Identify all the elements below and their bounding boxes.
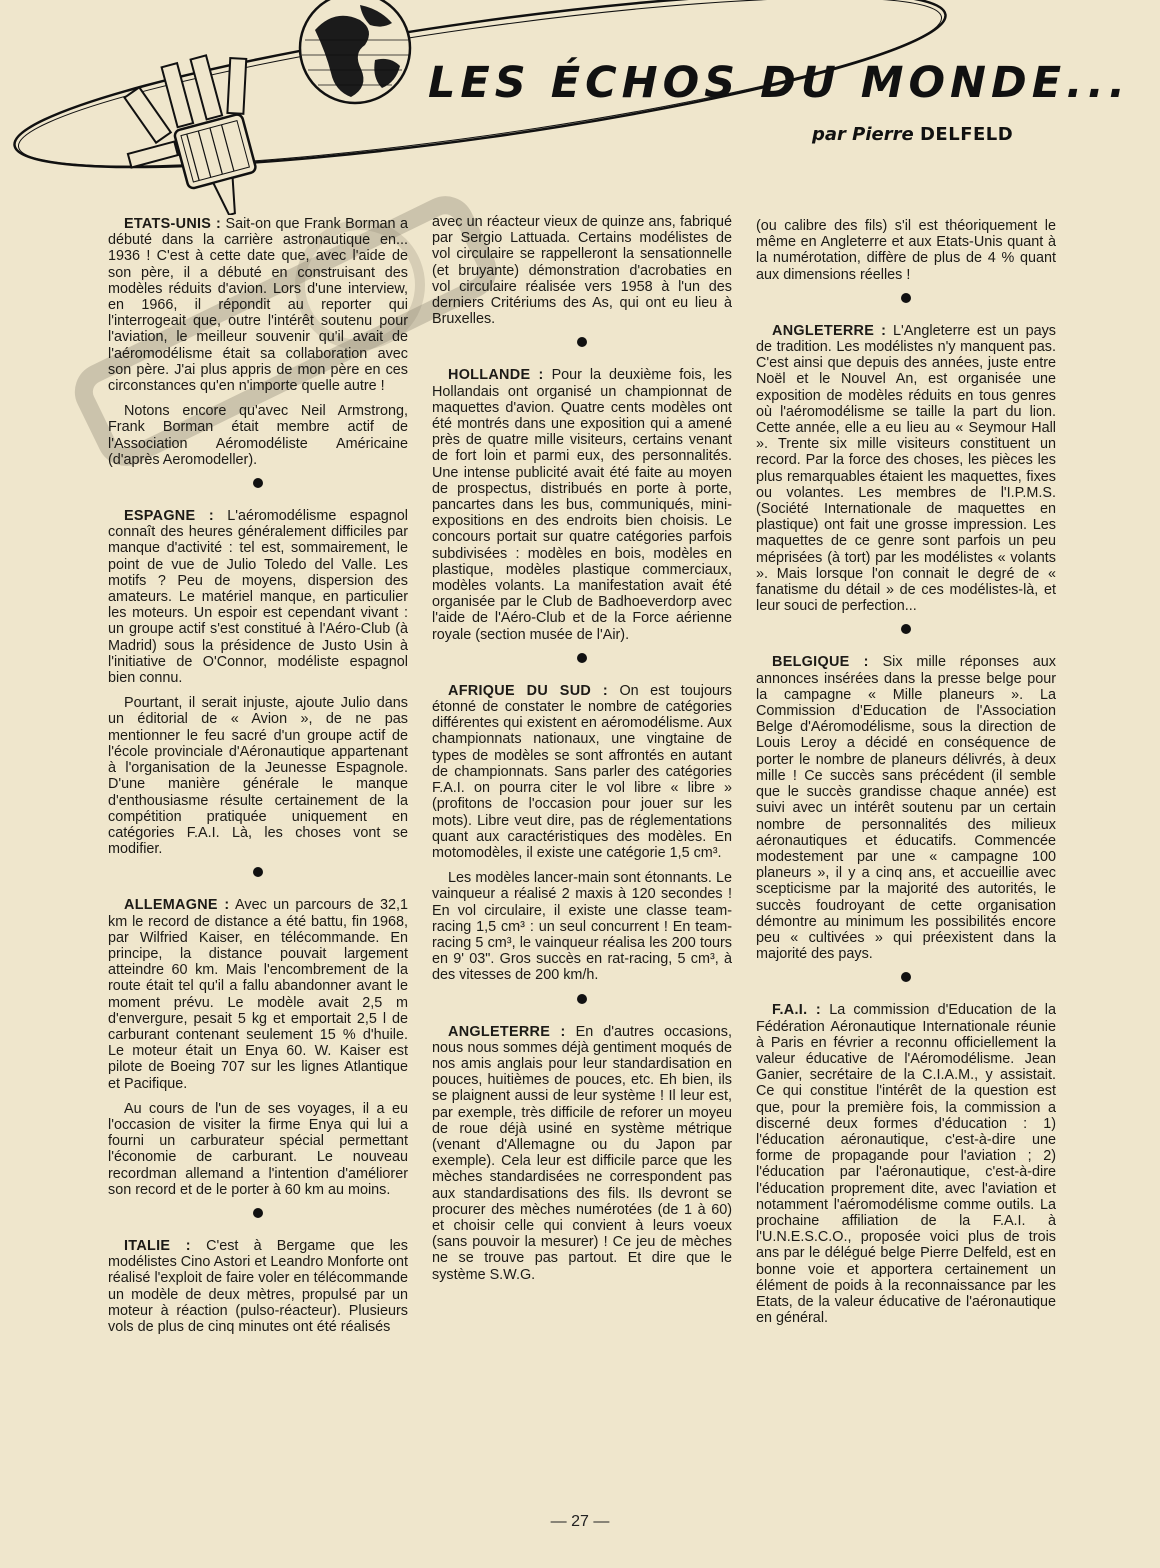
article-paragraph: [756, 654, 1056, 962]
byline: [812, 124, 1013, 145]
paragraph-text: L'aéromodélisme espagnol connaît des heures généralement difficiles par manque d'activité : tel est, sommairement, le point de vue de Julio Toledo del Valle. Les motifs ? Peu de moyens, dispersion des amateurs. Le matériel manque, en particulier les moteurs. Un espoir est cependant vivant : un groupe actif s'est constitué à l'Aéro-Club (à Madrid) sous la présidence de Justo Usin à l'initiative de O'Connor, modéliste espagnol bien connu.: [108, 508, 408, 687]
bullet-dot-icon: [901, 972, 911, 982]
bullet-dot-icon: [577, 653, 587, 663]
paragraph-text: Sait-on que Frank Borman a débuté dans la carrière astronautique en... 1936 ! C'est à cette date que, avec l'aide de son père, il a débuté en construisant des modèles réduits d'avion. Lors d'une interview, en 1966, il répondit au reporter qui l'interrogeait que, outre l'intérêt soutenu pour l'aviation, le meilleur souvenir qu'il avait de l'aéromodélisme était sa collaboration avec son père. J'ai plus appris de mon père en ces circonstances qu'en n'importe quelle autre !: [108, 216, 408, 395]
article-paragraph: [108, 695, 408, 857]
paragraph-text: Six mille réponses aux annonces insérées dans la presse belge pour la campagne « Mille planeurs ». La Commission d'Education de l'Association Belge d'Aéromodélisme, sous la direction de Louis Leroy a décidé en conséquence de porter le nombre de planeurs délivrés, à deux mille ! Ce succès sans précédent (il semble que le succès grandisse chaque année) est suivi avec un intérêt soutenu par un certain nombre de personnalités des milieux aéronautiques et éducatifs. Commencée modestement par une « campagne 100 planeurs », il y a cinq ans, et accueillie avec scepticisme par la majorité des autorités, le succès foudroyant de cette organisation démontre au minimum les possibilités encore peu « cultivées » qui préexistent dans la majorité des pays.: [756, 654, 1056, 963]
paragraph-text: En d'autres occasions, nous nous sommes déjà gentiment moqués de nos amis anglais pour leur standardisation en pouces, huitièmes de pouces, etc. Eh bien, ils se plaignent aussi de leur système ! Il leur est, par exemple, très difficile de reforer un moyeu de roue déjà usiné en système métrique (venant d'Allemagne ou du Japon par exemple). Cela leur est difficile parce que les mèches standardisées ne correspondent pas aux standardisations des fils. Ils devront se procurer des mèches numérotées (de 1 à 60) et choisir celle qui convient à leurs voeux (sans pouvoir la mesurer) ! Ce jeu de mèches ne se trouve pas partout. Et dire que le système S.W.G.: [432, 1023, 732, 1283]
section-heading: BELGIQUE :: [772, 654, 869, 671]
bullet-dot-icon: [253, 867, 263, 877]
paragraph-text: Avec un parcours de 32,1 km le record de distance a été battu, fin 1968, par Wilfried Kaiser, en télécommande. En principe, la distance pouvait largement atteindre 60 km. Mais l'encombrement de la route était tel qu'il a fallu abandonner avant le moment prévu. Le modèle avait 2,5 m d'envergure, pesait 5 kg et emportait 2,5 l de carburant contenant seulement 15 % d'huile. Le moteur était un Enya 60. W. Kaiser est pilote de Boeing 707 sur les lignes Atlantique et Pacifique.: [108, 897, 408, 1092]
section-heading: AFRIQUE DU SUD :: [448, 682, 608, 699]
paragraph-text: Les modèles lancer-main sont étonnants. Le vainqueur a réalisé 2 maxis à 120 secondes ! En vol circulaire, il existe une classe team-racing 1,5 cm³ : un seul concurrent ! En team-racing 5 cm³, le vainqueur réalisa les 200 tours en 9' 03". Gros succès en rat-racing, 5 cm³, à des vitesses de 200 km/h.: [432, 870, 732, 984]
paragraph-text: L'Angleterre est un pays de tradition. Les modélistes n'y manquent pas. C'est ainsi que depuis des années, juste entre Noël et le Nouvel An, est organisée une exposition de modèles réduits en tous genres où l'aéromodélisme se taille la part du lion. Cette année, elle a eu lieu au « Seymour Hall ». Trente six mille visiteurs constituent un record. Par la force des choses, les pièces les plus remarquables étaient les maquettes, fixes ou volantes. Les membres de l'I.P.M.S. (Société Internationale de maquettes en plastique) ont fait une grosse impression. Les maquettes de ce genre sont parfois un peu méprisées (à tort) par les modélistes « volants ». Mais lorsque l'on connait le degré de « fanatisme du détail » de ces modélistes-là, et leur souci de perfection...: [756, 322, 1056, 615]
page-title: LES ÉCHOS DU MONDE...: [428, 58, 1131, 108]
section-heading: F.A.I. :: [772, 1002, 821, 1019]
paragraph-text: avec un réacteur vieux de quinze ans, fabriqué par Sergio Lattuada. Certains modélistes de vol circulaire se rappelleront la sensationnelle (et bruyante) démonstration d'acrobaties en vol circulaire réalisée vers 1958 à l'un des derniers Critériums des As, qui ont eu lieu à Bruxelles.: [432, 214, 732, 328]
article-paragraph: [108, 1101, 408, 1198]
paragraph-text: C'est à Bergame que les modélistes Cino Astori et Leandro Monforte ont réalisé l'exploit de faire voler en télécommande un modèle de deux mètres, propulsé par un moteur à réaction (pulso-réacteur). Plusieurs vols de plus de cinq minutes ont été réalisés: [108, 1237, 408, 1335]
article-paragraph: [432, 1024, 732, 1283]
bullet-dot-icon: [901, 624, 911, 634]
section-heading: ANGLETERRE :: [448, 1023, 566, 1040]
paragraph-text: Pour la deuxième fois, les Hollandais ont organisé un championnat de maquettes d'avion. Quatre cents modèles ont été montrés dans une exposition qui a amené près de quatre mille visiteurs, certains venant de fort loin et parmi eux, des personnalités. Une intense publicité avait été faite au moyen de prospectus, distribués en porte à porte, pancartes dans les bus, communiqués, mini-expositions en des endroits bien choisis. Le concours portait sur quatre catégories parfois subdivisées : modèles en bois, modèles en plastique, modèles plastique commerciaux, modèles volants. La manifestation avait été organisée par le Club de Badhoeverdorp avec l'aide de l'Aéro-Club et de la Force aérienne royale (section musée de l'Air).: [432, 367, 733, 643]
section-heading: ESPAGNE :: [124, 508, 215, 525]
article-paragraph: [108, 403, 408, 468]
paragraph-text: (ou calibre des fils) s'il est théoriquement le même en Angleterre et aux Etats-Unis quant à la numérotation, diffère de plus de 4 % quant aux dimensions réelles !: [756, 218, 1056, 283]
article-paragraph: [756, 1002, 1056, 1326]
bullet-dot-icon: [253, 1208, 263, 1218]
bullet-dot-icon: [253, 478, 263, 488]
article-paragraph: [432, 214, 732, 327]
section-heading: HOLLANDE :: [448, 367, 544, 384]
bullet-dot-icon: [577, 337, 587, 347]
article-column-2: [432, 214, 732, 1292]
paragraph-text: Au cours de l'un de ses voyages, il a eu l'occasion de visiter la firme Enya qui lui a fourni un carburateur spécial permettant l'économie de carburant. Le nouveau recordman allemand a l'intention d'améliorer son record et de le porter à 60 km au moins.: [108, 1100, 408, 1198]
article-paragraph: [432, 683, 732, 861]
article-paragraph: [756, 218, 1056, 283]
article-paragraph: [108, 508, 408, 686]
paragraph-text: Notons encore qu'avec Neil Armstrong, Frank Borman était membre actif de l'Association Aéromodéliste Américaine (d'après Aeromodeller).: [108, 403, 408, 468]
article-paragraph: [756, 323, 1056, 615]
bullet-dot-icon: [577, 994, 587, 1004]
article-paragraph: [108, 1238, 408, 1335]
byline-prefix: par Pierre: [812, 124, 920, 145]
section-heading: ANGLETERRE :: [772, 322, 887, 339]
section-heading: ITALIE :: [124, 1237, 191, 1254]
article-paragraph: [108, 897, 408, 1091]
article-column-3: [756, 218, 1056, 1335]
section-heading: ETATS-UNIS :: [124, 216, 222, 232]
section-heading: ALLEMAGNE :: [124, 897, 230, 914]
article-paragraph: [432, 870, 732, 983]
bullet-dot-icon: [901, 293, 911, 303]
paragraph-text: On est toujours étonné de constater le nombre de catégories différentes qui existent en aéromodélisme. Aux championnats nationaux, une vingtaine de types de modèles se sont affrontés en autant de championnats. Sans parler des catégories F.A.I. on pourra citer le vol libre « libre » (profitons de l'occasion pour jouer sur les mots). Libre veut dire, pas de réglementations quant aux caractéristiques des modèles. En motomodèles, il existe une catégorie 1,5 cm³.: [432, 682, 732, 861]
paragraph-text: La commission d'Education de la Fédération Aéronautique Internationale réunie à Paris en février a reconnu officiellement la valeur éducative de l'Aéromodélisme. Jean Ganier, secrétaire de la C.I.A.M., y assistait. Ce qui constitue l'intérêt de la question est que, pour la première fois, la commission a discerné deux formes d'éducation : 1) l'éducation aéronautique, c'est-à-dire une forme de propagande pour l'aviation ; 2) l'éducation par l'aéronautique, c'est-à-dire l'éducation proprement dite, avec l'aviation et notamment l'aéromodélisme comme outils. La prochaine affiliation de la F.A.I. à l'U.N.E.S.C.O., proposée voici plus de trois ans par le délégué belge Pierre Delfeld, est en bonne voie et apportera certainement un élément de poids à la reconnaissance par les Etats, de la valeur éducative de l'aéronautique en général.: [756, 1002, 1056, 1327]
article-header: [0, 0, 1160, 215]
article-paragraph: [432, 367, 732, 642]
article-column-1: [108, 216, 408, 1344]
article-paragraph: [108, 216, 408, 394]
page-number: — 27 —: [550, 1513, 610, 1530]
paragraph-text: Pourtant, il serait injuste, ajoute Julio dans un éditorial de « Avion », de ne pas mentionner le feu sacré d'un groupe actif de l'école provinciale d'Aéronautique appartenant à l'organisation de la Jeunesse Espagnole. D'une manière générale le manque d'enthousiasme résulte certainement de la compétition pratiquée uniquement en catégories F.A.I. Là, les choses vont se modifier.: [108, 695, 408, 858]
author-name: DELFELD: [919, 124, 1014, 145]
